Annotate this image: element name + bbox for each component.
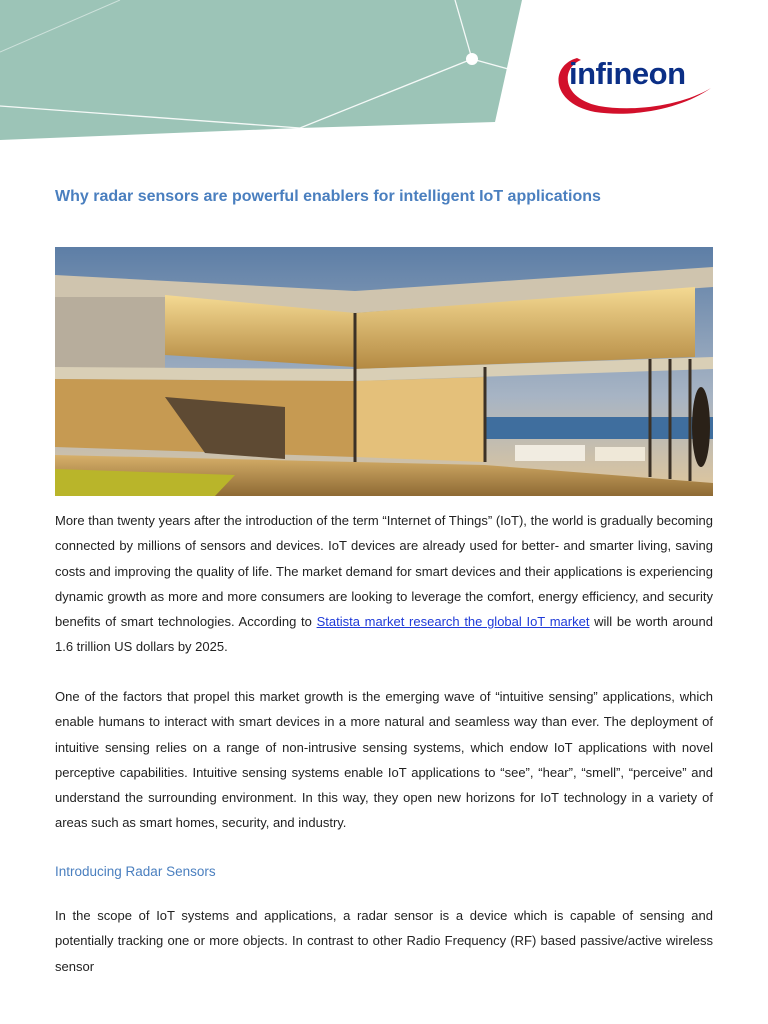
paragraph-intuitive-sensing: One of the factors that propel this market growth is the emerging wave of “intuitive sensing” applications, which enable humans to interact with smart devices in a more natural and seamless way than ever. The deployment of intuitive sensing relies on a range of non-intrusive sensing systems, which endow IoT applications with novel perceptive capabilities. Intuitive sensing systems enable IoT applications to “see”, “hear”, “smell”, “perceive” and understand the surrounding environment. In this way, they open new horizons for IoT technology in a variety of areas such as smart homes, security, and industry. [55,689,713,831]
paragraph-intro-text-end: will be worth around 1.6 trillion US dollars by 2025. [55,614,714,655]
section-heading: Introducing Radar Sensors [55,864,216,879]
infineon-logo[interactable] [555,48,715,120]
paragraph-intro [55,508,713,660]
network-node [466,53,478,65]
page-title: Why radar sensors are powerful enablers for intelligent IoT applications [55,188,601,205]
statista-link[interactable]: Statista market research the global IoT market [316,614,590,630]
paragraph-radar-sensors: In the scope of IoT systems and applications, a radar sensor is a device which is capable of sensing and potentially tracking one or more objects. In contrast to other Radio Frequency (RF) based passive/active wireless sensor [55,908,713,974]
hero-image-modern-house [55,247,713,496]
logo-text: infineon [569,56,686,91]
paragraph-intro-text: More than twenty years after the introduction of the term “Internet of Things” (IoT), the world is gradually becoming connected by millions of sensors and devices. IoT devices are already used for better- and smarter living, saving costs and improving the quality of life. The market demand for smart devices and their applications is experiencing dynamic growth as more and more consumers are looking to leverage the comfort, energy efficiency, and security benefits of smart technologies. According to [55,513,713,630]
